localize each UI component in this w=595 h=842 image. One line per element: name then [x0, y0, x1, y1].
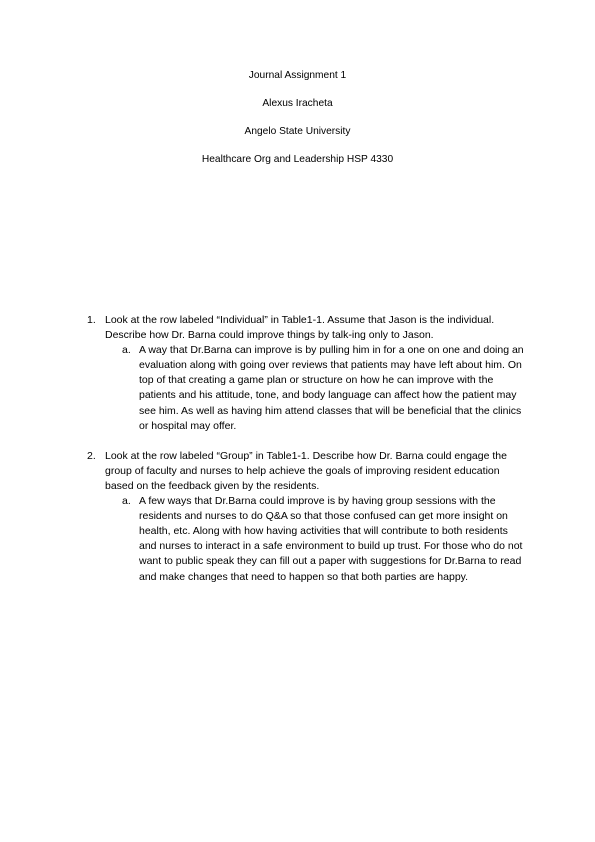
answer-text: A few ways that Dr.Barna could improve is by having group sessions with the residents and nurses to do Q&A so that those confused can get more insight on health, etc. Along with how having activities that will contribute to both residents and nurses to interact in a safe environment to build up trust. For those who do not want to public speak they can fill out a paper with suggestions for Dr.Barna to read and make changes that need to happen so that both parties are happy. [139, 495, 523, 583]
institution-name: Angelo State University [244, 126, 351, 137]
question-number: 2. [87, 449, 96, 462]
answer-letter: a. [122, 495, 131, 508]
question-text: Look at the row labeled “Individual” in Table1-1. Assume that Jason is the individual. Describe how Dr. Barna could improve things by talk-ing only to Jason. [105, 314, 495, 342]
course-name: Healthcare Org and Leadership HSP 4330 [201, 154, 394, 165]
question-number: 1. [87, 314, 96, 326]
answer-letter: a. [122, 344, 131, 357]
question-list [87, 313, 527, 600]
answer-list [105, 494, 527, 585]
question-item [87, 313, 527, 434]
answer-text: A way that Dr.Barna can improve is by pulling him in for a one on one and doing an evaluation along with going over reviews that patients may have left about him. On top of that creating a game plan or structure on how he can improve with the patients and his attitude, tone, and body language can affect how the patient may see him. As well as having him attend classes that will be beneficial that the clinics or hospital may offer. [139, 344, 524, 432]
answer-list [105, 343, 527, 434]
title-block [0, 69, 595, 181]
question-text: Look at the row labeled “Group” in Table1-1. Describe how Dr. Barna could engage the group of faculty and nurses to help achieve the goals of improving resident education based on the feedback given by the residents. [105, 449, 507, 492]
answer-item [105, 494, 527, 585]
answer-item [105, 343, 527, 434]
document-title: Journal Assignment 1 [248, 70, 347, 81]
author-name: Alexus Iracheta [262, 98, 333, 109]
question-item [87, 449, 527, 585]
